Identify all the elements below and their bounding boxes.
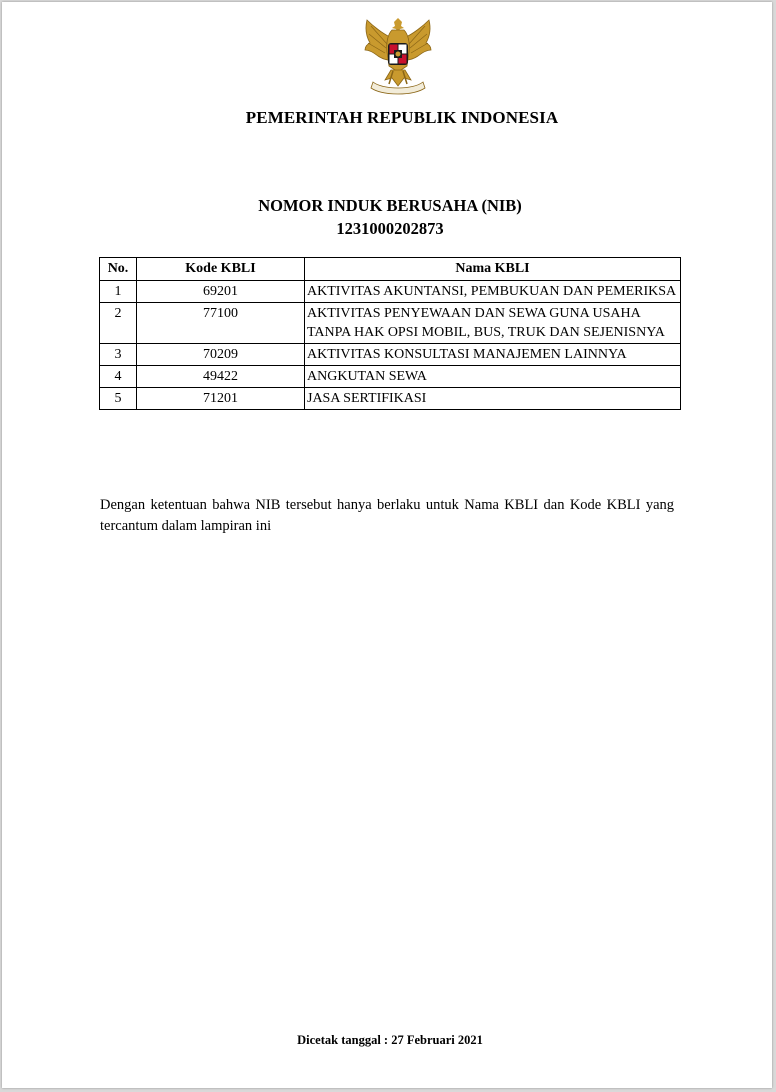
- table-row: [100, 281, 681, 303]
- header-kode-kbli: Kode KBLI: [137, 258, 305, 281]
- table-header-row: [100, 258, 681, 281]
- printed-date: Dicetak tanggal : 27 Februari 2021: [297, 1033, 483, 1047]
- garuda-pancasila-emblem-icon: [359, 16, 437, 96]
- government-title: PEMERINTAH REPUBLIK INDONESIA: [245, 108, 559, 127]
- table-row: [100, 388, 681, 410]
- kbli-name: JASA SERTIFIKASI: [305, 388, 681, 410]
- kbli-name: AKTIVITAS AKUNTANSI, PEMBUKUAN DAN PEMERIKSA: [305, 281, 681, 303]
- kbli-code: 70209: [137, 344, 305, 366]
- validity-note: Dengan ketentuan bahwa NIB tersebut hanya berlaku untuk Nama KBLI dan Kode KBLI yang tercantum dalam lampiran ini: [100, 497, 674, 534]
- table-row: [100, 366, 681, 388]
- row-number: 3: [100, 344, 137, 366]
- nib-number: 1231000202873: [336, 219, 444, 238]
- kbli-code: 49422: [137, 366, 305, 388]
- kbli-name: AKTIVITAS PENYEWAAN DAN SEWA GUNA USAHA TANPA HAK OPSI MOBIL, BUS, TRUK DAN SEJENISNYA: [305, 303, 681, 344]
- kbli-table: [99, 257, 681, 410]
- row-number: 2: [100, 303, 137, 344]
- header-no: No.: [100, 258, 137, 281]
- row-number: 5: [100, 388, 137, 410]
- table-row: [100, 344, 681, 366]
- document-page: [2, 2, 772, 1088]
- kbli-code: 77100: [137, 303, 305, 344]
- kbli-code: 69201: [137, 281, 305, 303]
- kbli-name: AKTIVITAS KONSULTASI MANAJEMEN LAINNYA: [305, 344, 681, 366]
- document-title: NOMOR INDUK BERUSAHA (NIB): [258, 196, 522, 215]
- kbli-name: ANGKUTAN SEWA: [305, 366, 681, 388]
- header-nama-kbli: Nama KBLI: [305, 258, 681, 281]
- table-row: [100, 303, 681, 344]
- row-number: 4: [100, 366, 137, 388]
- kbli-code: 71201: [137, 388, 305, 410]
- row-number: 1: [100, 281, 137, 303]
